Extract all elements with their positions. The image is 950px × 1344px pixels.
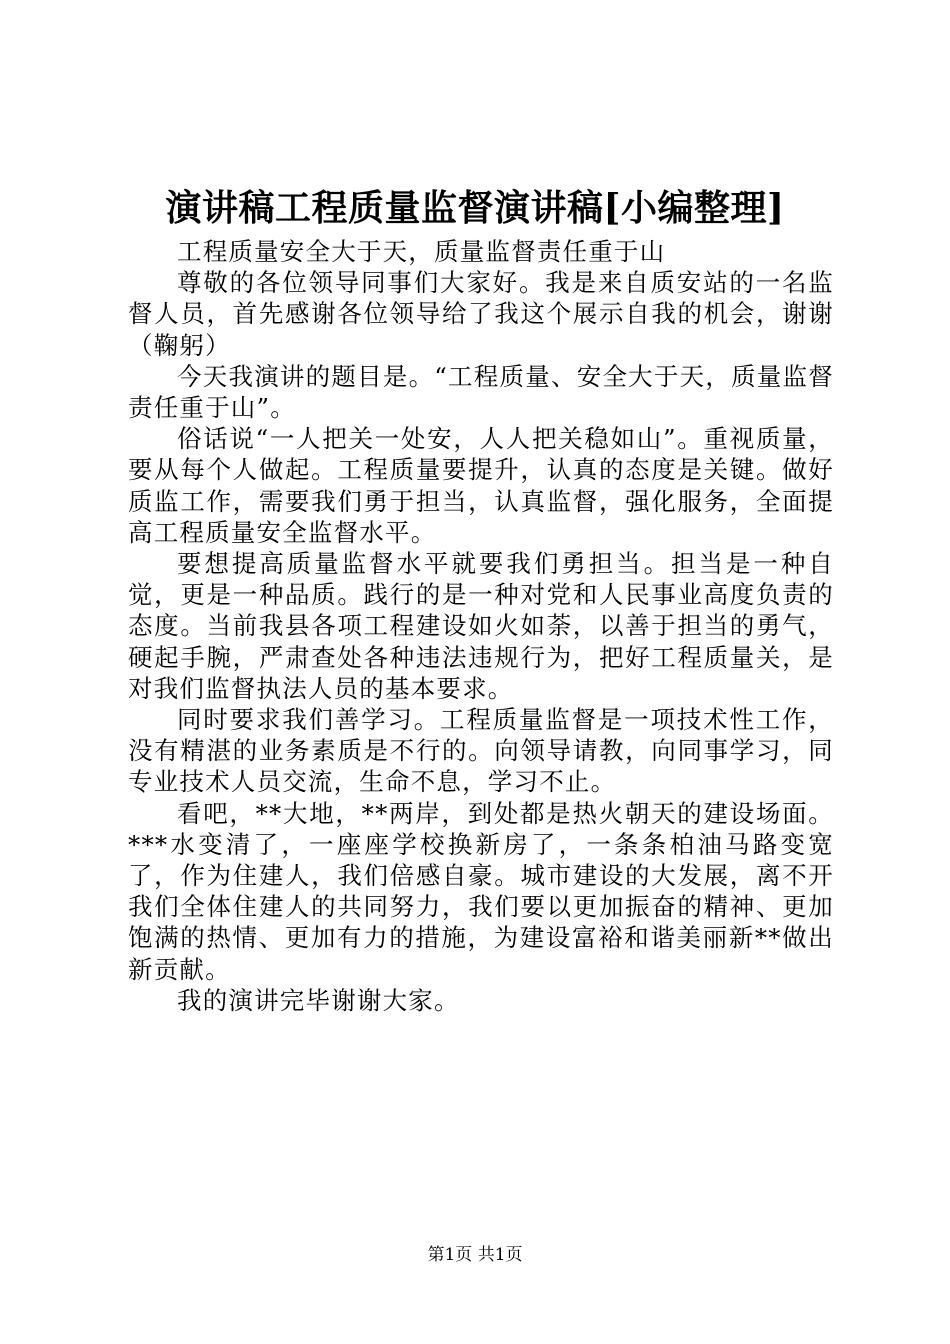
paragraph-topic: 今天我演讲的题目是。“工程质量、安全大于天，质量监督责任重于山”。: [128, 361, 834, 423]
paragraph-learning: 同时要求我们善学习。工程质量监督是一项技术性工作，没有精湛的业务素质是不行的。向领导请教，向同事学习，同专业技术人员交流，生命不息，学习不止。: [128, 705, 834, 797]
paragraph-saying: 俗话说“一人把关一处安，人人把关稳如山”。重视质量，要从每个人做起。工程质量要提升，认真的态度是关键。做好质监工作，需要我们勇于担当，认真监督，强化服务，全面提高工程质量安全监督水平。: [128, 424, 834, 547]
paragraph-responsibility: 要想提高质量监督水平就要我们勇担当。担当是一种自觉，更是一种品质。践行的是一种对党和人民事业高度负责的态度。当前我县各项工程建设如火如荼，以善于担当的勇气，硬起手腕，严肃查处各种违法违规行为，把好工程质量关，是对我们监督执法人员的基本要求。: [128, 549, 834, 703]
document-title: 演讲稿工程质量监督演讲稿[小编整理]: [165, 187, 785, 229]
page-footer: 第1页 共1页: [427, 1245, 523, 1265]
document-body: [128, 236, 834, 1016]
paragraph-construction: 看吧，**大地，**两岸，到处都是热火朝天的建设场面。***水变清了，一座座学校换新房了，一条条柏油马路变宽了，作为住建人，我们倍感自豪。城市建设的大发展，离不开我们全体住建人的共同努力，我们要以更加振奋的精神、更加饱满的热情、更加有力的措施，为建设富裕和谐美丽新**做出新贡献。: [128, 798, 834, 984]
paragraph-closing: 我的演讲完毕谢谢大家。: [177, 985, 460, 1015]
paragraph-greeting: 尊敬的各位领导同事们大家好。我是来自质安站的一名监督人员，首先感谢各位领导给了我这个展示自我的机会，谢谢（鞠躬）: [128, 268, 834, 360]
paragraph-subtitle: 工程质量安全大于天，质量监督责任重于山: [177, 237, 666, 266]
